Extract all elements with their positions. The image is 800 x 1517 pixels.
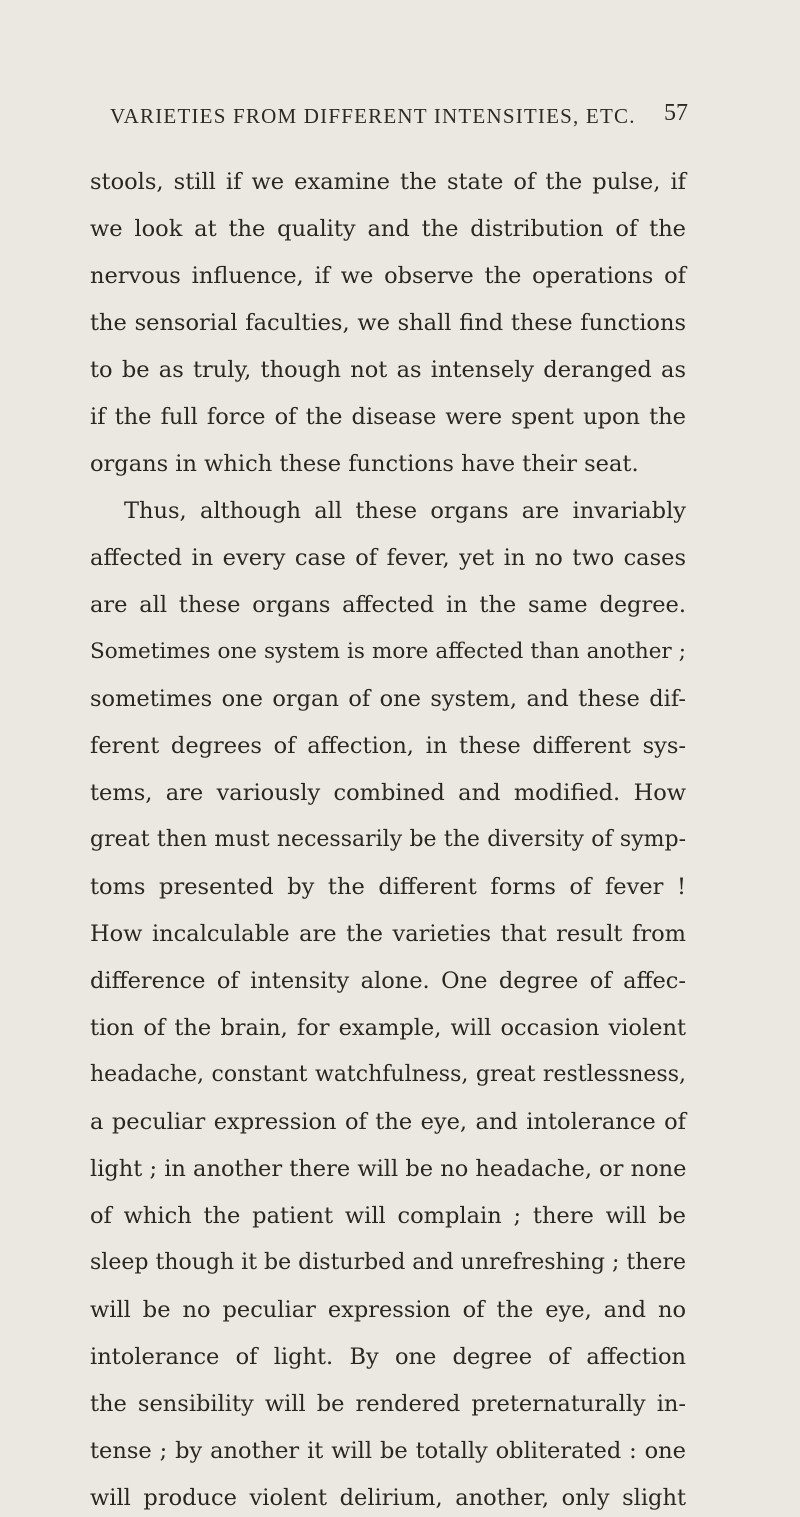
text-line: sometimes one organ of one system, and these dif- <box>90 686 686 712</box>
text-line: if the full force of the disease were spent upon the <box>90 404 686 430</box>
text-line: will produce violent delirium, another, only slight <box>90 1485 686 1511</box>
text-line: will be no peculiar expression of the eye, and no <box>90 1297 686 1323</box>
text-line: stools, still if we examine the state of the pulse, if <box>90 169 686 195</box>
running-head <box>110 100 688 138</box>
text-line: difference of intensity alone. One degree of affec- <box>90 968 686 994</box>
text-line: toms presented by the different forms of fever ! <box>90 874 686 900</box>
text-line: headache, constant watchfulness, great restlessness, <box>90 1062 686 1087</box>
text-line: the sensibility will be rendered preternaturally in- <box>90 1391 686 1417</box>
text-line: tems, are variously combined and modified. How <box>90 780 686 806</box>
text-line: tense ; by another it will be totally obliterated : one <box>90 1438 686 1464</box>
text-line: great then must necessarily be the diversity of symp- <box>90 827 686 852</box>
text-line: ferent degrees of affection, in these different sys- <box>90 733 686 759</box>
text-line: Sometimes one system is more affected than another ; <box>90 639 686 664</box>
text-line: nervous influence, if we observe the operations of <box>90 263 686 289</box>
text-line: affected in every case of fever, yet in no two cases <box>90 545 686 571</box>
page-number: 57 <box>664 100 688 126</box>
text-line: organs in which these functions have their seat. <box>90 451 639 477</box>
text-line: light ; in another there will be no headache, or none <box>90 1156 687 1182</box>
text-line: a peculiar expression of the eye, and intolerance of <box>90 1109 686 1135</box>
text-line: How incalculable are the varieties that result from <box>90 921 686 947</box>
running-head-title: VARIETIES FROM DIFFERENT INTENSITIES, ETC. <box>110 104 636 128</box>
text-line: sleep though it be disturbed and unrefreshing ; there <box>90 1250 686 1275</box>
text-line: we look at the quality and the distribution of the <box>90 216 686 242</box>
text-line: are all these organs affected in the same degree. <box>90 592 686 618</box>
text-line: the sensorial faculties, we shall find these functions <box>90 310 686 336</box>
text-line: intolerance of light. By one degree of affection <box>90 1344 686 1370</box>
text-line: tion of the brain, for example, will occasion violent <box>90 1015 686 1041</box>
text-line: of which the patient will complain ; there will be <box>90 1203 686 1229</box>
text-line: to be as truly, though not as intensely deranged as <box>90 357 686 383</box>
text-line: Thus, although all these organs are invariably <box>124 498 686 524</box>
